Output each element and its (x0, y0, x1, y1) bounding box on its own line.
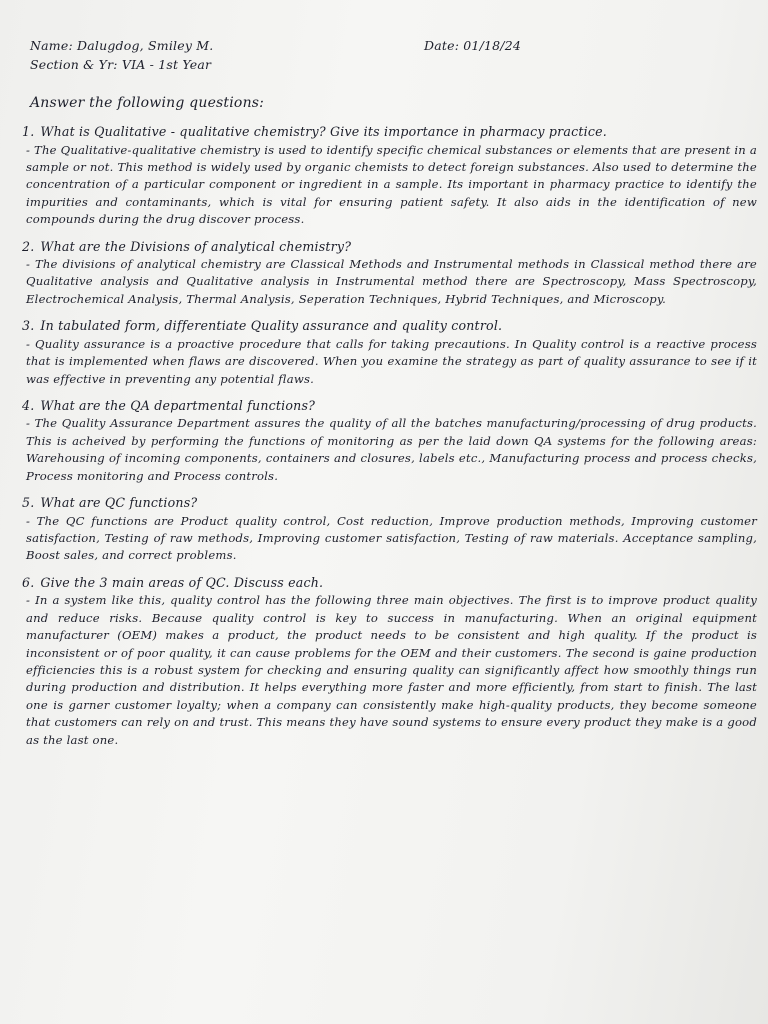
question-number: 6. (22, 574, 35, 590)
question-text: What are the QA departmental functions? (40, 397, 316, 413)
answer-text: - Quality assurance is a proactive procedure that calls for taking precautions. In Quality control is a reactive process that is implemented when flaws are discovered. When you examine the strategy as part of quality assurance to see if it was effective in preventing any potential flaws. (26, 336, 757, 386)
answer-text: - In a system like this, quality control has the following three main objectives. The first is to improve product quality and reduce risks. Because quality control is key to success in manufacturing. When an original equipment manufacturer (OEM) makes a product, the product needs to be consistent and high quality. If the product is inconsistent or of poor quality, it can cause problems for the OEM and their customers. The second is gaine production efficiencies this is a robust system for checking and ensuring quality can significantly affect how smoothly things run during production and distribution. It helps everything more faster and more efficiently, from start to finish. The last one is garner customer loyalty; when a company can consistently make high-quality products, they become someone that customers can rely on and trust. This means they have sound systems to ensure every product they make is a good as the last one. (26, 593, 757, 747)
question-number: 4. (22, 397, 35, 413)
questions-list (22, 120, 757, 758)
question-item-2 (22, 238, 757, 309)
question-number: 2. (22, 238, 35, 254)
question-item-3 (22, 317, 757, 388)
question-text: In tabulated form, differentiate Quality assurance and quality control. (40, 318, 503, 334)
question-item-4 (22, 397, 757, 485)
question-item-1 (22, 123, 757, 229)
question-text: Give the 3 main areas of QC. Discuss each. (40, 574, 324, 590)
answer-text: - The Qualitative-qualitative chemistry is used to identify specific chemical substances or elements that are present in a sample or not. This method is widely used by organic chemists to detect foreign substances. Also used to determine the concentration of a particular component or ingredient in a sample. Its important in pharmacy practice to identify the impurities and contaminants, which is vital for ensuring patient safety. It also aids in the identification of new compounds during the drug discover process. (26, 142, 757, 227)
question-number: 5. (22, 495, 35, 511)
answer-text: - The divisions of analytical chemistry are Classical Methods and Instrumental methods in Classical method there are Qualitative analysis and Qualitative analysis in Instrumental method there are Spectroscopy, Mass Spectroscopy, Electrochemical Analysis, Thermal Analysis, Seperation Techniques, Hybrid Techniques, and Microscopy. (26, 257, 757, 306)
question-number: 1. (22, 124, 35, 139)
question-text: What are the Divisions of analytical chemistry? (40, 238, 352, 254)
student-name: Name: Dalugdog, Smiley M. (30, 38, 214, 53)
answer-text: - The Quality Assurance Department assures the quality of all the batches manufacturing/processing of drug products. This is acheived by performing the functions of monitoring as per the laid down QA systems for the following areas: Warehousing of incoming components, containers and closures, labels etc., Manufacturing process and process checks, Process monitoring and Process controls. (26, 416, 757, 483)
question-item-5 (22, 494, 757, 565)
question-number: 3. (22, 318, 35, 334)
answer-text: - The QC functions are Product quality control, Cost reduction, Improve production methods, Improving customer satisfaction, Testing of raw methods, Improving customer satisfaction, Testing of raw materials. Acceptance sampling, Boost sales, and correct problems. (26, 513, 757, 563)
question-text: What are QC functions? (40, 495, 198, 511)
section-year: Section & Yr: VIA - 1st Year (30, 57, 212, 72)
question-item-6 (22, 574, 757, 749)
date: Date: 01/18/24 (424, 38, 522, 53)
instructions-title: Answer the following questions: (30, 95, 265, 111)
question-text: What is Qualitative - qualitative chemistry? Give its importance in pharmacy practice. (40, 124, 607, 139)
